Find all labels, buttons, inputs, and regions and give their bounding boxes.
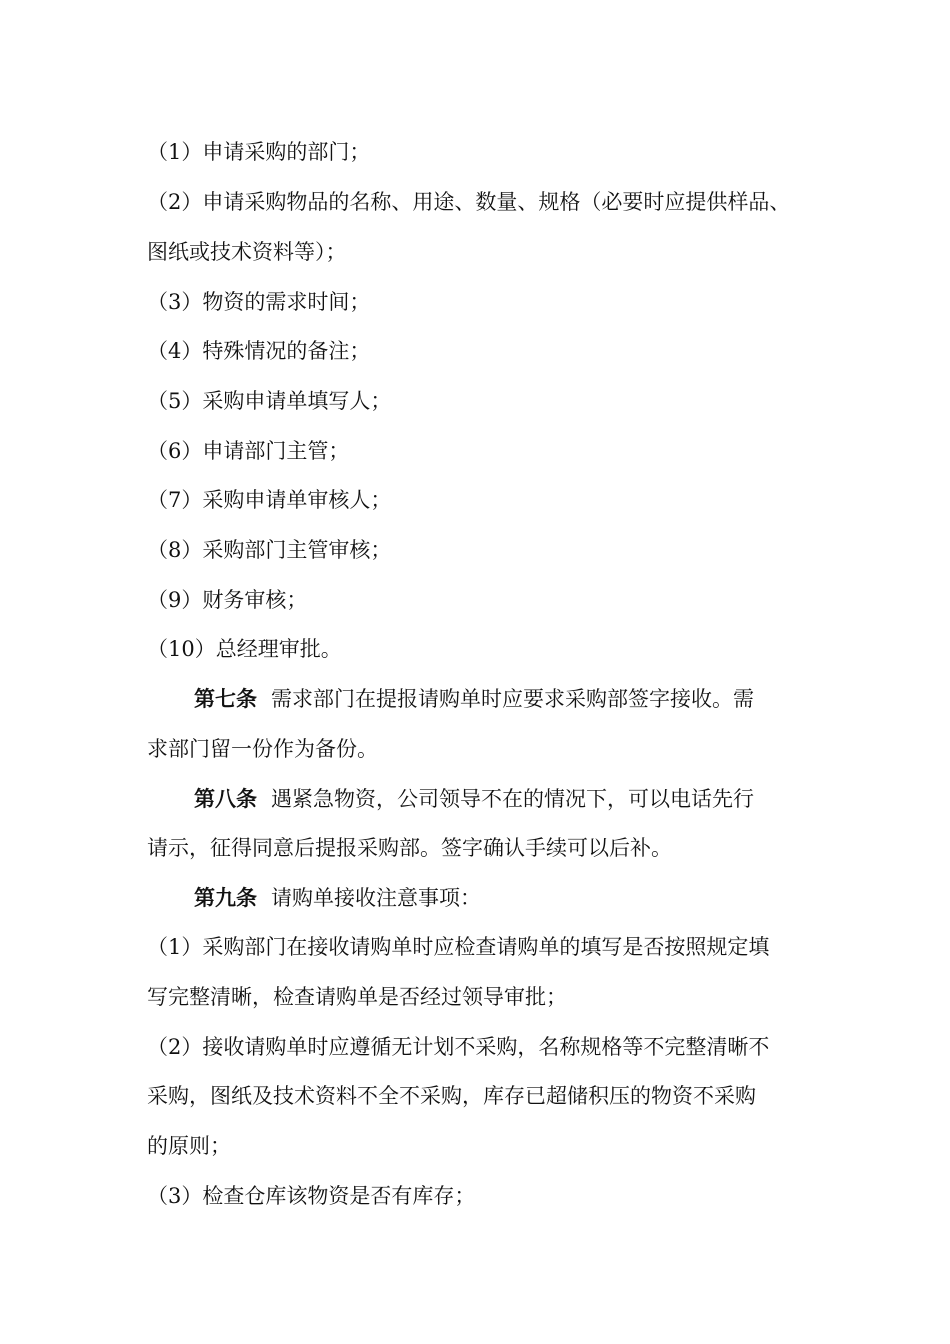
article-8-text: 遇紧急物资，公司领导不在的情况下，可以电话先行 xyxy=(271,787,754,811)
article-7-text: 需求部门在提报请购单时应要求采购部签字接收。需 xyxy=(271,687,754,711)
list-item: （1）申请采购的部门； xyxy=(147,140,371,164)
article-8-continuation: 请示，征得同意后提报采购部。签字确认手续可以后补。 xyxy=(147,836,672,860)
list-item: （1）采购部门在接收请购单时应检查请购单的填写是否按照规定填 xyxy=(147,935,770,959)
list-item: （2）接收请购单时应遵循无计划不采购，名称规格等不完整清晰不 xyxy=(147,1035,770,1059)
list-item: （3）检查仓库该物资是否有库存； xyxy=(147,1184,476,1208)
list-item-continuation: 图纸或技术资料等）； xyxy=(147,240,347,264)
article-9-label: 第九条 xyxy=(194,886,257,910)
article-8-paragraph xyxy=(194,784,754,814)
list-item: （10）总经理审批。 xyxy=(147,637,342,661)
list-item: （5）采购申请单填写人； xyxy=(147,389,392,413)
article-8-label: 第八条 xyxy=(194,787,257,811)
list-item: （2）申请采购物品的名称、用途、数量、规格（必要时应提供样品、 xyxy=(147,190,791,214)
list-item: （3）物资的需求时间； xyxy=(147,290,371,314)
article-9-text: 请购单接收注意事项： xyxy=(271,886,481,910)
article-9-paragraph xyxy=(194,883,481,913)
article-7-label: 第七条 xyxy=(194,687,257,711)
list-item-continuation: 的原则； xyxy=(147,1134,231,1158)
article-7-paragraph xyxy=(194,684,754,714)
list-item: （9）财务审核； xyxy=(147,588,308,612)
list-item: （7）采购申请单审核人； xyxy=(147,488,392,512)
list-item: （8）采购部门主管审核； xyxy=(147,538,392,562)
list-item: （4）特殊情况的备注； xyxy=(147,339,371,363)
list-item-continuation: 写完整清晰，检查请购单是否经过领导审批； xyxy=(147,985,567,1009)
article-7-continuation: 求部门留一份作为备份。 xyxy=(147,737,378,761)
list-item: （6）申请部门主管； xyxy=(147,439,350,463)
list-item-continuation: 采购，图纸及技术资料不全不采购，库存已超储积压的物资不采购 xyxy=(147,1084,756,1108)
